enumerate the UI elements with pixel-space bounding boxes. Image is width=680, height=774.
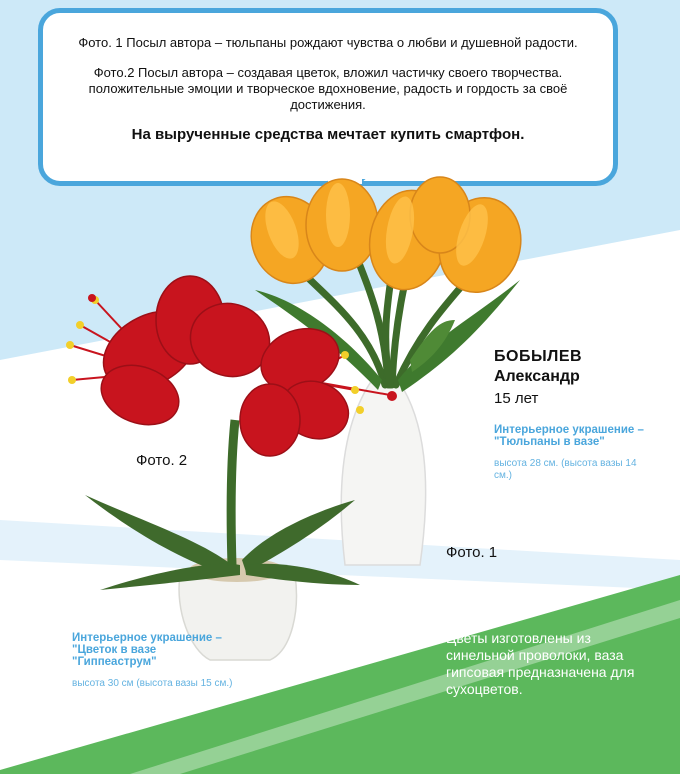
item2-title: Интерьерное украшение – "Цветок в вазе "Гиппеаструм" bbox=[72, 632, 222, 668]
author-name: Александр bbox=[494, 368, 580, 385]
author-surname: БОБЫЛЕВ bbox=[494, 348, 583, 365]
photo2-description: Фото.2 Посыл автора – создавая цветок, вложил частичку своего творчества. положительные эмоции и творческое вдохновение, радость и гордость за своё достижения. bbox=[88, 65, 568, 112]
material-note: Цветы изготовлены из синельной проволоки, ваза гипсовая предназначена для сухоцветов. bbox=[446, 630, 635, 697]
author-age: 15 лет bbox=[494, 390, 539, 407]
author-block bbox=[494, 348, 582, 407]
item1-size: высота 28 см. (высота вазы 14 см.) bbox=[494, 458, 637, 481]
item2-caption bbox=[72, 632, 242, 690]
item1-caption bbox=[494, 424, 654, 482]
item2-size: высота 30 см (высота вазы 15 см.) bbox=[72, 678, 233, 689]
goal-text: На вырученные средства мечтает купить смартфон. bbox=[131, 126, 525, 143]
photo2-label: Фото. 2 bbox=[136, 452, 188, 469]
item1-title: Интерьерное украшение – "Тюльпаны в вазе" bbox=[494, 424, 644, 448]
photo1-description: Фото. 1 Посыл автора – тюльпаны рождают чувства о любви и душевной радости. bbox=[78, 35, 578, 50]
photo1-label: Фото. 1 bbox=[446, 544, 498, 561]
